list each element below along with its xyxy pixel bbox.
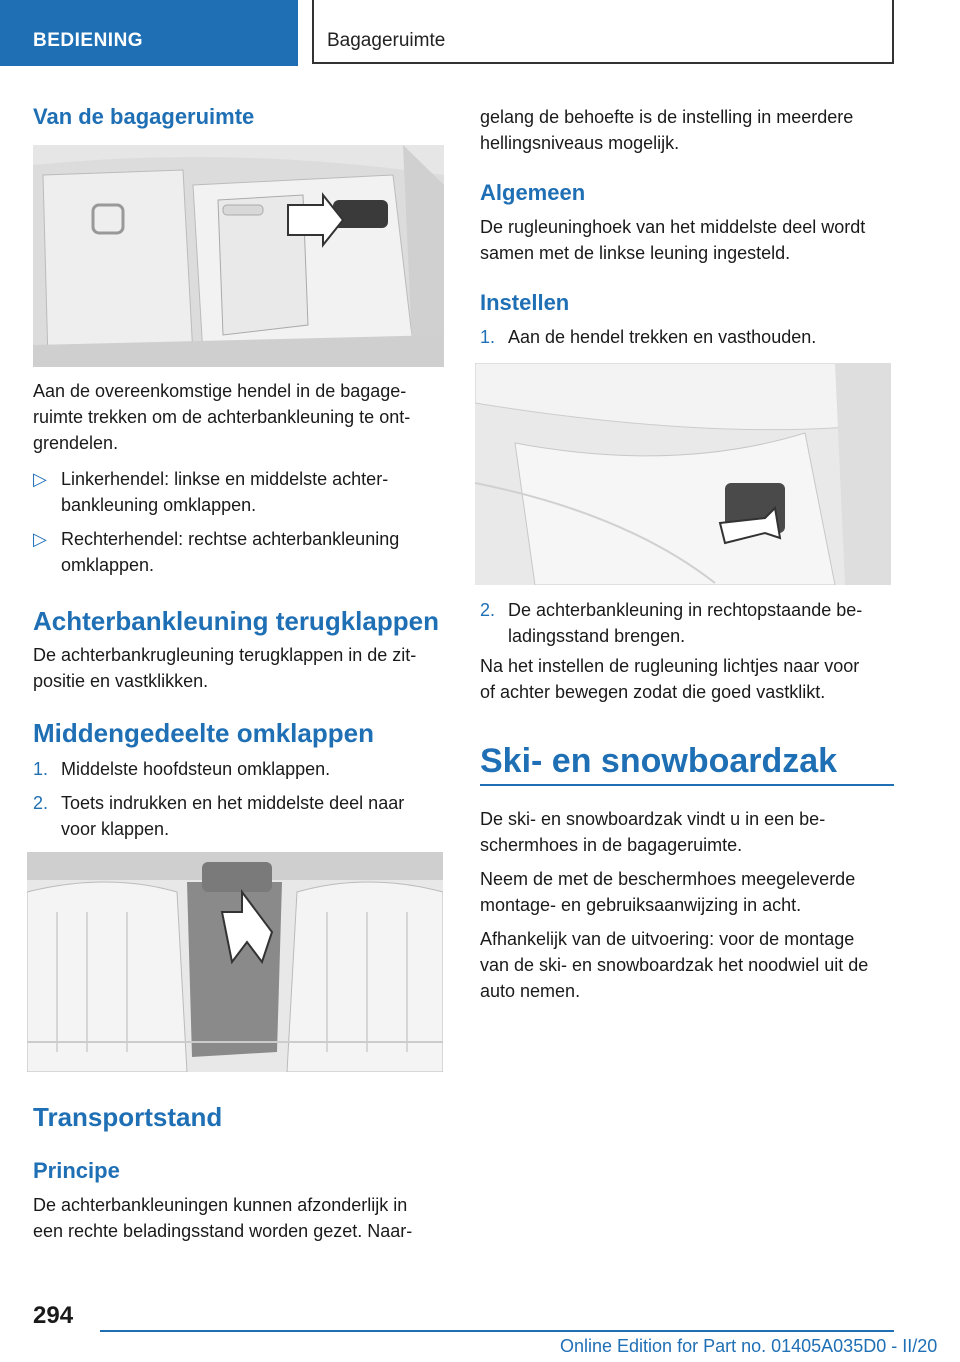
section-title: BEDIENING xyxy=(33,30,144,51)
paragraph-na-instellen: Na het instellen de rugleuning lichtjes naar voor of achter bewegen zodat die goed vastklikt. xyxy=(480,656,860,702)
footer-rule xyxy=(100,1330,894,1332)
list-item xyxy=(33,466,445,518)
step-number: 1. xyxy=(480,327,496,347)
paragraph-ski-2: Neem de met de beschermhoes meegeleverde montage- en gebruiksaanwijzing in acht. xyxy=(480,869,856,915)
section-tab xyxy=(0,0,298,66)
heading-principe: Principe xyxy=(33,1158,120,1183)
page-number: 294 xyxy=(33,1302,74,1329)
heading-achterbankleuning-terugklappen: Achterbankleuning terugklappen xyxy=(33,606,439,636)
chapter-header xyxy=(312,0,894,64)
paragraph-ski-3: Afhankelijk van de uitvoering: voor de montage van de ski- en snowboardzak het noodwiel uit de auto nemen. xyxy=(480,929,869,1001)
paragraph-continued: gelang de behoefte is de instelling in meerdere hellingsniveaus mogelijk. xyxy=(480,107,854,153)
list-item xyxy=(33,526,445,578)
step-text: De achterbankleuning in rechtopstaande be- ladingsstand brengen. xyxy=(508,600,863,646)
heading-ski-snowboardzak: Ski- en snowboardzak xyxy=(480,742,838,780)
heading-underline xyxy=(480,784,894,786)
paragraph-principe: De achterbankleuningen kunnen afzonderlijk in een rechte beladingsstand worden gezet. Naar- xyxy=(33,1195,413,1241)
heading-algemeen: Algemeen xyxy=(480,180,586,205)
image-seatback-lever xyxy=(475,363,891,585)
list-item xyxy=(33,790,445,842)
paragraph-ski-1: De ski- en snowboardzak vindt u in een be- schermhoes in de bagageruimte. xyxy=(480,809,826,855)
step-number: 2. xyxy=(33,793,49,813)
triangle-bullet-icon: ▷ xyxy=(33,469,47,489)
heading-instellen: Instellen xyxy=(480,290,570,315)
step-number: 1. xyxy=(33,759,49,779)
rear-seat-illustration xyxy=(27,852,443,1072)
step-text: Toets indrukken en het middelste deel naar voor klappen. xyxy=(61,793,405,839)
trunk-lever-illustration xyxy=(33,145,444,367)
paragraph-algemeen: De rugleuninghoek van het middelste deel wordt samen met de linkse leuning ingesteld. xyxy=(480,217,866,263)
edition-note: Online Edition for Part no. 01405A035D0 - II/20 xyxy=(560,1336,938,1356)
paragraph-van: Aan de overeenkomstige hendel in de bagage- ruimte trekken om de achterbankleuning te ont- grendelen. xyxy=(33,381,411,453)
heading-transportstand: Transportstand xyxy=(33,1102,223,1132)
heading-van-de-bagageruimte: Van de bagageruimte xyxy=(33,104,255,129)
paragraph-terug: De achterbankrugleuning terugklappen in de zit- positie en vastklikken. xyxy=(33,645,417,691)
seatback-lever-illustration xyxy=(475,363,891,585)
list-item xyxy=(480,597,892,649)
step-text: Middelste hoofdsteun omklappen. xyxy=(61,759,331,779)
list-item xyxy=(480,324,892,350)
list-item xyxy=(33,756,445,782)
bullet-text: Rechterhendel: rechtse achterbankleuning omklappen. xyxy=(61,529,400,575)
bullet-text: Linkerhendel: linkse en middelste achter- bankleuning omklappen. xyxy=(61,469,389,515)
image-trunk-lever xyxy=(33,145,444,367)
image-rear-seat xyxy=(27,852,443,1072)
triangle-bullet-icon: ▷ xyxy=(33,529,47,549)
heading-middengedeelte-omklappen: Middengedeelte omklappen xyxy=(33,718,374,748)
chapter-title: Bagageruimte xyxy=(327,30,446,51)
step-text: Aan de hendel trekken en vasthouden. xyxy=(508,327,817,347)
step-number: 2. xyxy=(480,600,496,620)
